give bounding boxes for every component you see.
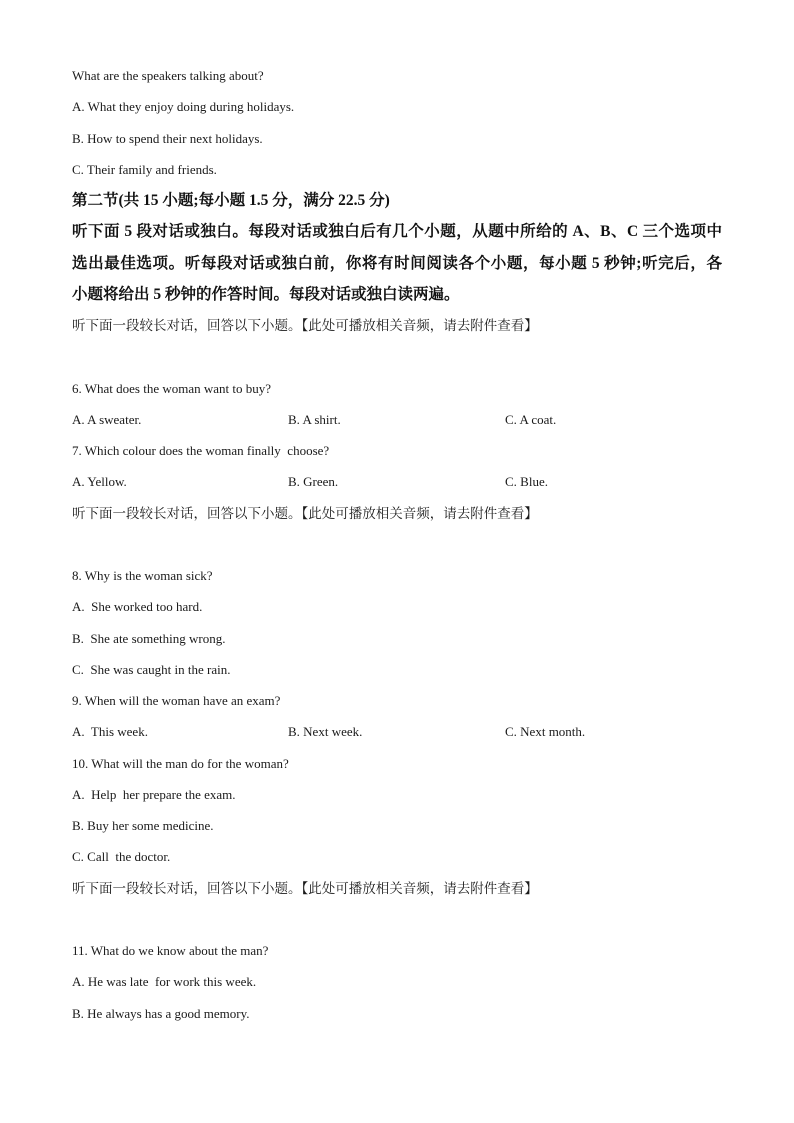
options-row bbox=[72, 466, 722, 497]
option-c: C. Next month. bbox=[505, 724, 586, 740]
question-7 bbox=[72, 435, 722, 498]
blank-line bbox=[72, 529, 722, 560]
option-b: B. She ate something wrong. bbox=[72, 630, 226, 646]
question-stem: 7. Which colour does the woman finally choose? bbox=[72, 443, 330, 458]
question-stem: 9. When will the woman have an exam? bbox=[72, 693, 281, 708]
section-instructions-line-2: 选出最佳选项。听每段对话或独白前，你将有时间阅读各个小题，每小题 5 秒钟;听完后，各 bbox=[72, 254, 722, 272]
option-a: A. He was late for work this week. bbox=[72, 974, 257, 990]
question-5 bbox=[72, 60, 722, 185]
section-heading: 第二节(共 15 小题;每小题 1.5 分，满分 22.5 分) bbox=[72, 192, 390, 209]
option-c: C. Call the doctor. bbox=[72, 849, 171, 865]
option-b: B. A shirt. bbox=[288, 411, 341, 427]
option-c: C. She was caught in the rain. bbox=[72, 661, 231, 677]
option-b: B. He always has a good memory. bbox=[72, 1005, 250, 1021]
dialogue-prompt: 听下面一段较长对话，回答以下小题。【此处可播放相关音频，请去附件查看】 bbox=[72, 318, 538, 333]
question-10 bbox=[72, 748, 722, 873]
question-stem: 6. What does the woman want to buy? bbox=[72, 380, 272, 396]
option-a: A. What they enjoy doing during holidays. bbox=[72, 99, 295, 115]
question-8 bbox=[72, 560, 722, 685]
section-two bbox=[72, 185, 722, 310]
dialogue-2 bbox=[72, 498, 722, 873]
dialogue-3 bbox=[72, 873, 722, 1029]
dialogue-prompt: 听下面一段较长对话，回答以下小题。【此处可播放相关音频，请去附件查看】 bbox=[72, 505, 538, 521]
option-c: C. A coat. bbox=[505, 411, 557, 427]
option-a: A. A sweater. bbox=[72, 411, 142, 427]
option-b: B. Buy her some medicine. bbox=[72, 818, 214, 833]
blank-line bbox=[72, 341, 722, 372]
section-instructions-line-3: 小题将给出 5 秒钟的作答时间。每段对话或独白读两遍。 bbox=[72, 285, 460, 303]
option-a: A. This week. bbox=[72, 724, 148, 740]
dialogue-1 bbox=[72, 310, 722, 498]
question-stem: 11. What do we know about the man? bbox=[72, 943, 269, 958]
option-a: A. She worked too hard. bbox=[72, 599, 203, 615]
question-6 bbox=[72, 373, 722, 436]
dialogue-prompt: 听下面一段较长对话，回答以下小题。【此处可播放相关音频，请去附件查看】 bbox=[72, 880, 538, 896]
option-b: B. Green. bbox=[288, 474, 339, 490]
blank-line bbox=[72, 904, 722, 935]
options-row bbox=[72, 404, 722, 435]
option-a: A. Help her prepare the exam. bbox=[72, 786, 236, 802]
question-stem: What are the speakers talking about? bbox=[72, 68, 264, 83]
option-c: C. Their family and friends. bbox=[72, 161, 217, 177]
section-instructions-line-1: 听下面 5 段对话或独白。每段对话或独白后有几个小题，从题中所给的 A、B、C 三个选项中 bbox=[72, 223, 722, 241]
option-a: A. Yellow. bbox=[72, 474, 127, 490]
option-b: B. How to spend their next holidays. bbox=[72, 130, 263, 146]
question-11 bbox=[72, 935, 722, 1029]
option-c: C. Blue. bbox=[505, 474, 548, 490]
question-stem: 8. Why is the woman sick? bbox=[72, 568, 213, 583]
page-content bbox=[72, 60, 722, 1029]
question-9 bbox=[72, 685, 722, 748]
option-b: B. Next week. bbox=[288, 724, 363, 740]
options-row bbox=[72, 716, 722, 747]
question-stem: 10. What will the man do for the woman? bbox=[72, 755, 289, 771]
